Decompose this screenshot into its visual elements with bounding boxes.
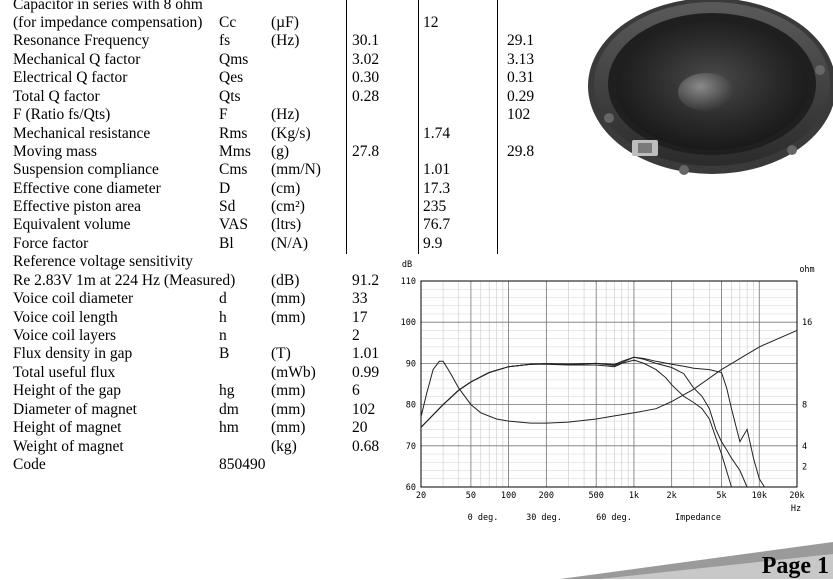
cell-unit: (Kg/s)	[271, 125, 311, 142]
cell-v2: 9.9	[423, 235, 443, 252]
cell-label: Force factor	[13, 235, 89, 252]
x-axis-unit: Hz	[790, 504, 802, 514]
cell-sym: Cms	[219, 161, 248, 178]
cell-label: Flux density in gap	[13, 345, 133, 362]
cell-label: Voice coil diameter	[13, 290, 134, 307]
cell-sym: Cc	[219, 14, 237, 31]
cell-label: Effective cone diameter	[13, 180, 161, 197]
impedance-tick-label: 4	[802, 441, 808, 452]
x-tick-label: 20	[415, 491, 427, 501]
cell-sym: F	[219, 106, 228, 123]
cell-sym: Qts	[219, 88, 241, 105]
cell-unit: (N/A)	[271, 235, 309, 252]
cell-label: Diameter of magnet	[13, 401, 137, 418]
left-axis-unit: dB	[401, 260, 413, 270]
cell-label: Height of the gap	[13, 382, 122, 399]
cell-v1: 0.30	[352, 69, 380, 86]
legend-entry: Impedance	[674, 513, 722, 523]
cell-v3: 0.31	[507, 69, 535, 86]
y-tick-label: 80	[405, 400, 416, 411]
cell-unit: (ltrs)	[271, 216, 302, 233]
cell-sym: fs	[219, 32, 231, 49]
cell-v1: 33	[352, 290, 368, 307]
cell-sym: D	[219, 180, 231, 197]
column-divider-left	[346, 0, 347, 254]
cell-v1: 3.02	[352, 51, 380, 68]
cell-sym: hm	[219, 419, 239, 436]
cell-v2: 235	[423, 198, 447, 215]
cell-v1: 6	[352, 382, 360, 399]
cell-v2: 76.7	[423, 216, 451, 233]
x-tick-label: 200	[538, 491, 555, 501]
x-tick-label: 2k	[666, 491, 677, 501]
cell-label: Voice coil layers	[13, 327, 117, 344]
x-tick-label: 100	[500, 491, 517, 501]
legend-entry: 0 deg.	[467, 513, 499, 523]
legend-entry: 60 deg.	[596, 513, 632, 523]
series-line	[421, 357, 765, 487]
cell-v1: 30.1	[352, 32, 380, 49]
cell-unit: (mm/N)	[271, 161, 321, 178]
cell-sym: Bl	[219, 235, 234, 252]
cell-unit: (Hz)	[271, 106, 300, 123]
legend-entry: 30 deg.	[526, 513, 562, 523]
cell-unit: (T)	[271, 345, 291, 362]
series-line	[421, 330, 797, 423]
cell-v1: 20	[352, 419, 368, 436]
cell-label: Total useful flux	[13, 364, 116, 381]
cell-label: Re 2.83V 1m at 224 Hz (Measured)	[13, 272, 236, 289]
speaker-photo	[574, 0, 833, 200]
cell-sym: Mms	[219, 143, 251, 160]
x-tick-label: 500	[588, 491, 604, 501]
cell-sym: 850490	[219, 456, 266, 473]
y-tick-label: 60	[405, 483, 416, 493]
cell-label: (for impedance compensation)	[13, 14, 203, 31]
cell-unit: (cm)	[271, 180, 301, 197]
cell-unit: (mm)	[271, 382, 306, 399]
cell-v3: 0.29	[507, 88, 535, 105]
cell-unit: (mm)	[271, 419, 306, 436]
page-footer-swoosh	[0, 540, 833, 579]
cell-label: Mechanical Q factor	[13, 51, 141, 68]
cell-unit: (dB)	[271, 272, 300, 289]
cell-unit: (kg)	[271, 438, 297, 455]
x-tick-label: 5k	[716, 491, 727, 501]
x-tick-label: 1k	[628, 491, 640, 501]
cell-unit: (mm)	[271, 401, 306, 418]
x-tick-label: 50	[465, 491, 477, 501]
y-tick-label: 70	[405, 441, 416, 452]
cell-v1: 91.2	[352, 272, 380, 289]
cell-unit: (µF)	[271, 14, 299, 31]
cell-unit: (mm)	[271, 309, 306, 326]
cell-v1: 0.68	[352, 438, 380, 455]
page-number: Page 1	[761, 553, 829, 579]
plot-frame	[421, 281, 797, 487]
y-tick-label: 90	[405, 359, 416, 370]
cell-sym: VAS	[219, 216, 249, 233]
y-tick-label: 100	[400, 318, 416, 329]
x-tick-label: 20k	[789, 491, 805, 501]
cell-v1: 27.8	[352, 143, 380, 160]
impedance-tick-label: 16	[802, 318, 813, 329]
cell-unit: (g)	[271, 143, 290, 160]
cell-sym: Sd	[219, 198, 236, 215]
cell-v1: 102	[352, 401, 376, 418]
cell-v1: 2	[352, 327, 360, 344]
cell-label: Resonance Frequency	[13, 32, 150, 49]
y-tick-label: 110	[400, 277, 416, 287]
cell-sym: d	[219, 290, 227, 307]
cell-v1: 0.28	[352, 88, 380, 105]
series-line	[421, 360, 732, 487]
cell-unit: (cm²)	[271, 198, 305, 215]
cell-label: Capacitor in series with 8 ohm	[13, 0, 203, 13]
cell-sym: Rms	[219, 125, 248, 142]
cell-v1: 17	[352, 309, 368, 326]
cell-unit: (Hz)	[271, 32, 300, 49]
cell-label: Weight of magnet	[13, 438, 124, 455]
cell-label: Height of magnet	[13, 419, 122, 436]
cell-label: Equivalent volume	[13, 216, 131, 233]
cell-label: Total Q factor	[13, 88, 100, 105]
cell-sym: B	[219, 345, 230, 362]
cell-sym: h	[219, 309, 227, 326]
frequency-response-chart	[392, 256, 833, 526]
cell-v3: 102	[507, 106, 531, 123]
cell-label: Code	[13, 456, 46, 473]
cell-label: Suspension compliance	[13, 161, 159, 178]
cell-sym: hg	[219, 382, 235, 399]
cell-v2: 1.74	[423, 125, 451, 142]
x-tick-label: 10k	[751, 491, 767, 501]
cell-unit: (mWb)	[271, 364, 316, 381]
column-divider-right	[497, 0, 498, 254]
cell-sym: Qes	[219, 69, 244, 86]
cell-v1: 1.01	[352, 345, 380, 362]
cell-v1: 0.99	[352, 364, 380, 381]
cell-sym: dm	[219, 401, 239, 418]
cell-v3: 3.13	[507, 51, 535, 68]
cell-v2: 1.01	[423, 161, 451, 178]
cell-label: Effective piston area	[13, 198, 141, 215]
column-divider-middle	[418, 0, 419, 254]
right-axis-unit: ohm	[799, 265, 815, 275]
cell-label: Electrical Q factor	[13, 69, 128, 86]
cell-v2: 12	[423, 14, 439, 31]
cell-v3: 29.1	[507, 32, 535, 49]
impedance-tick-label: 2	[802, 462, 808, 473]
cell-label: Voice coil length	[13, 309, 118, 326]
cell-v3: 29.8	[507, 143, 535, 160]
cell-unit: (mm)	[271, 290, 306, 307]
cell-sym: n	[219, 327, 227, 344]
cell-v2: 17.3	[423, 180, 451, 197]
cell-label: Reference voltage sensitivity	[13, 253, 193, 270]
cell-label: F (Ratio fs/Qts)	[13, 106, 111, 123]
cell-label: Mechanical resistance	[13, 125, 151, 142]
cell-sym: Qms	[219, 51, 249, 68]
impedance-tick-label: 8	[802, 400, 808, 411]
cell-label: Moving mass	[13, 143, 97, 160]
